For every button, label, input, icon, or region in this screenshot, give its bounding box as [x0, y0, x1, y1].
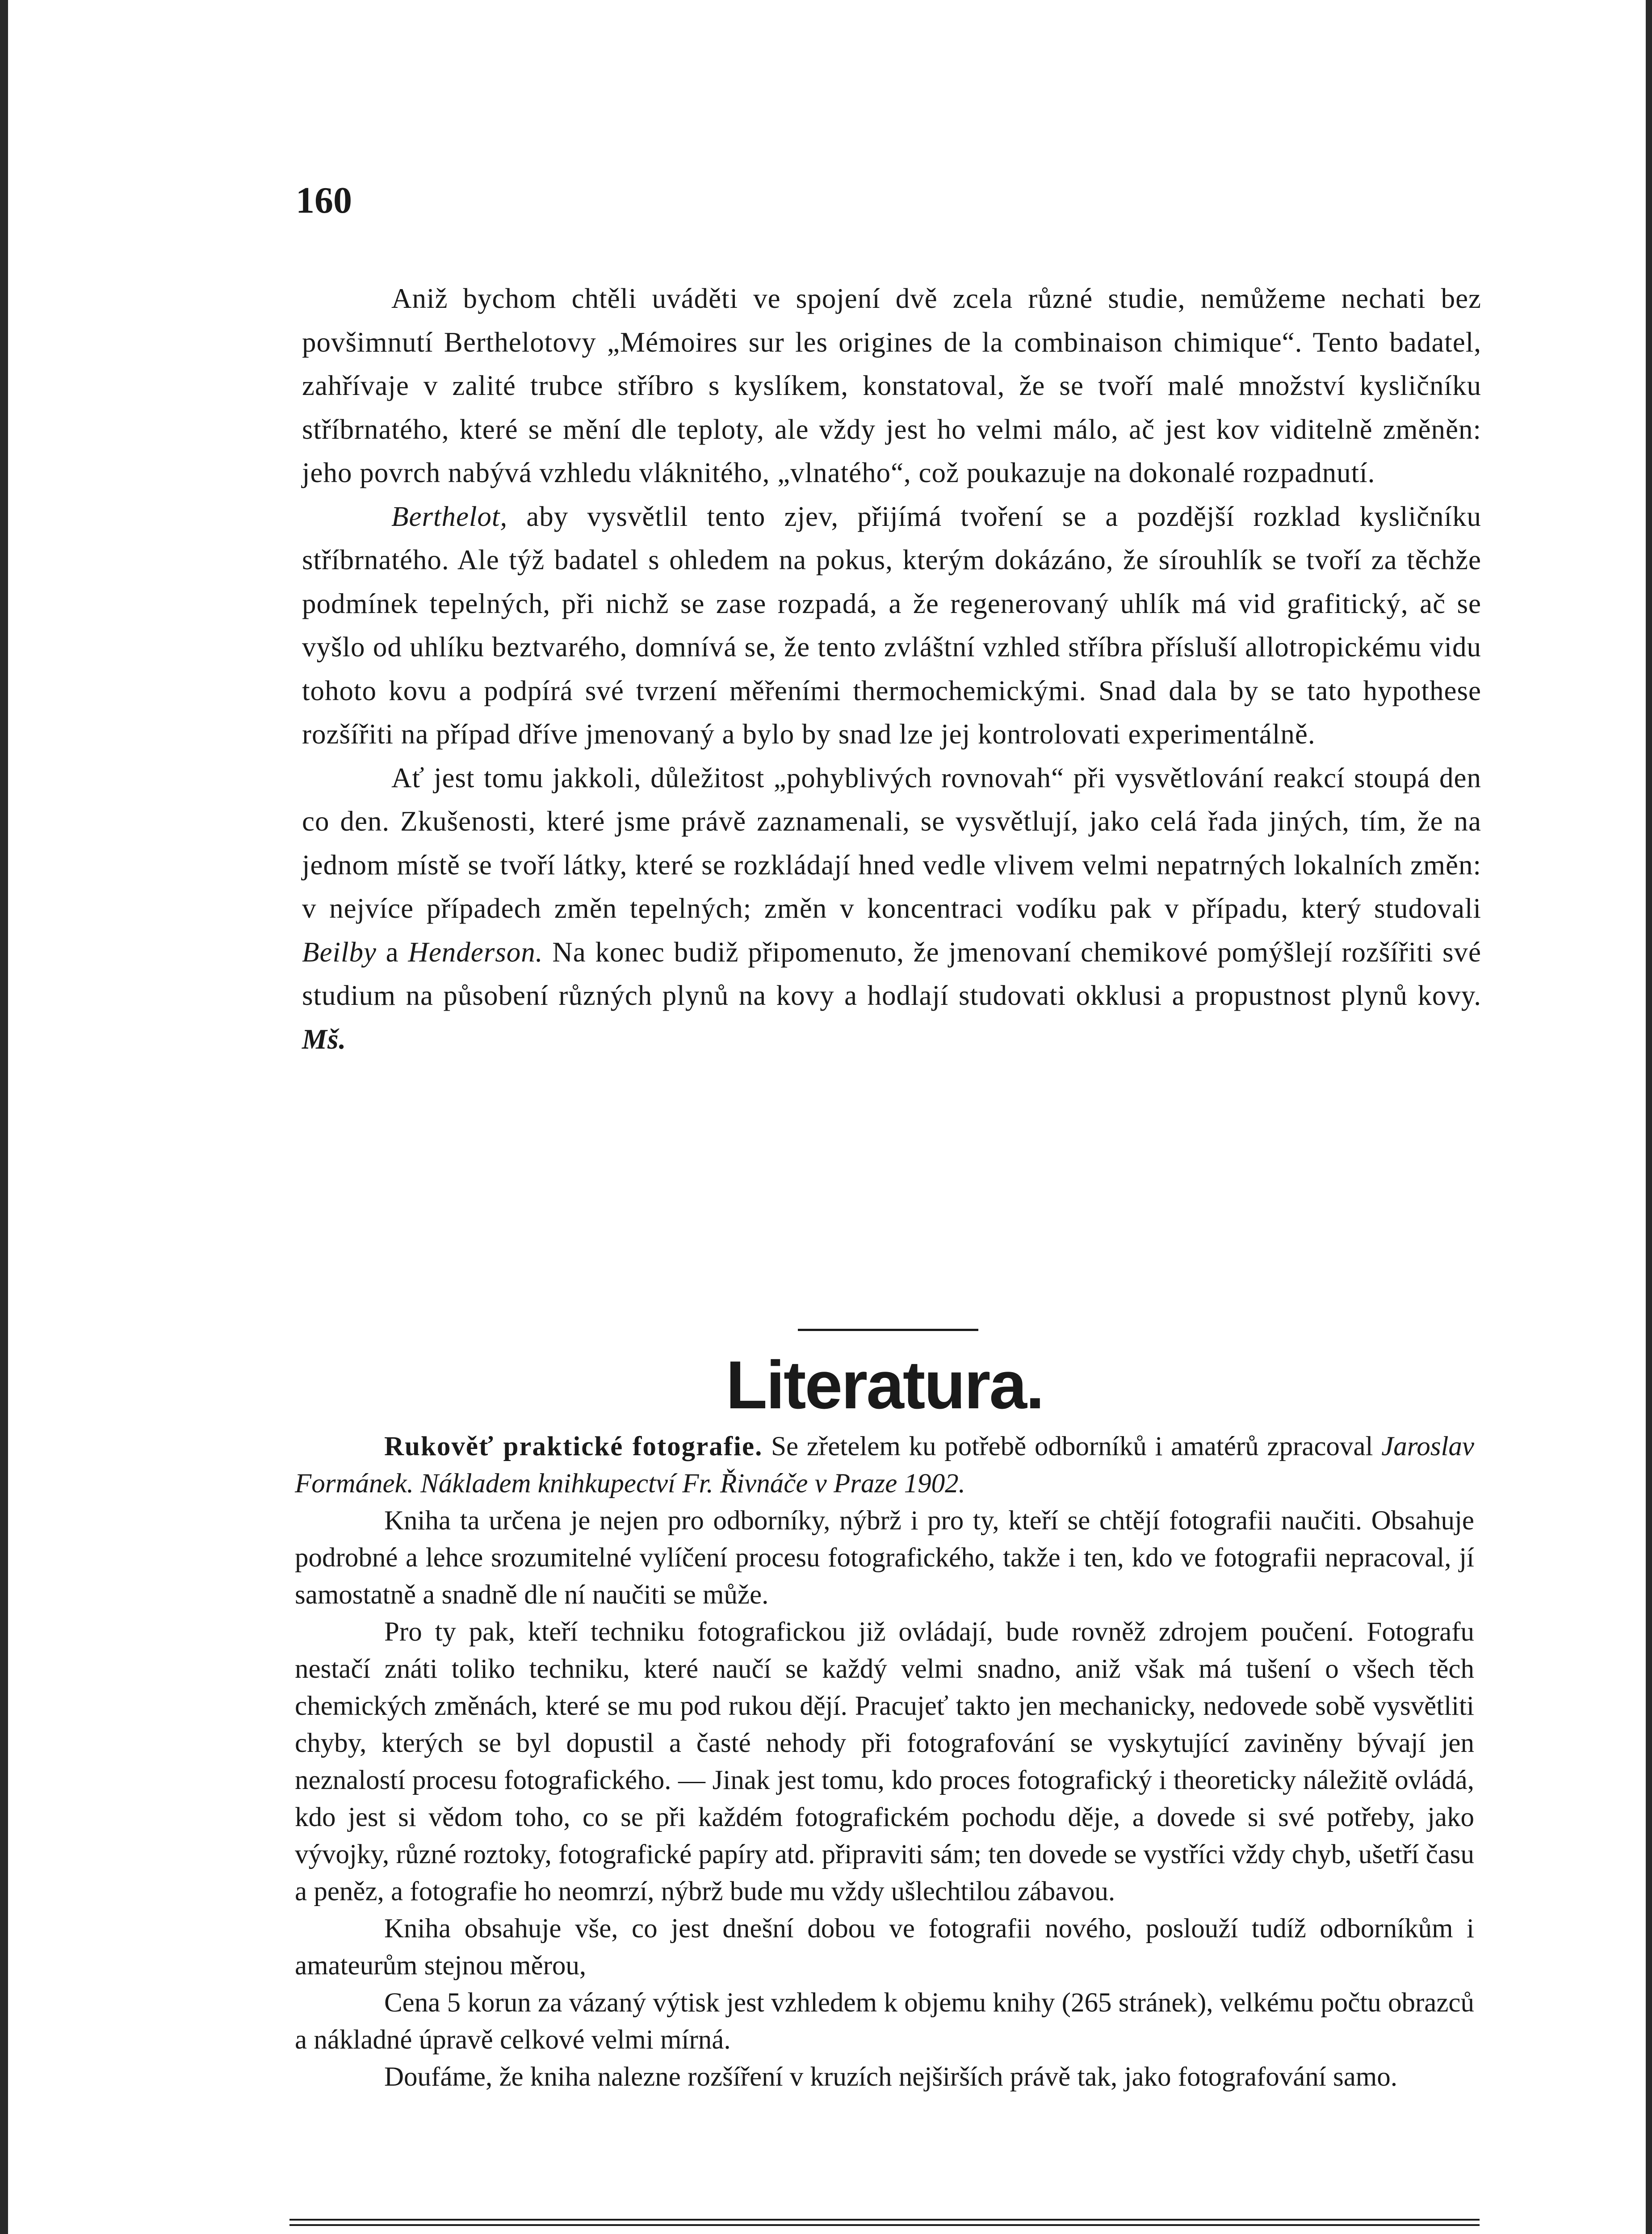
- page-number: 160: [296, 180, 352, 221]
- author-name: Berthelot,: [391, 500, 508, 532]
- article-paragraph: Aniž bychom chtěli uváděti ve spojení dvě zcela různé studie, nemůžeme nechati bez povšimnutí Berthelotovy „Mémoires sur les origines de la combinaison chimique“. Tento badatel, zahřívaje v zalité trubce stříbro s kyslíkem, konstatoval, že se tvoří malé množství kysličníku stříbrnatého, které se mění dle teploty, ale vždy jest ho velmi málo, ač jest kov viditelně změněn: jeho povrch nabývá vzhledu vláknitého, „vlnatého“, což poukazuje na dokonalé rozpadnutí.: [302, 283, 1481, 488]
- paragraph-text: Na konec budiž připomenuto, že jmenovaní chemikové pomýšlejí rozšířiti své studium na působení různých plynů na kovy a hodlají studovati okklusi a propustnost plynů kovy.: [302, 936, 1481, 1011]
- author-name: Beilby: [302, 936, 377, 968]
- imprint: [289, 2232, 1480, 2234]
- review-paragraph: Kniha ta určena je nejen pro odborníky, nýbrž i pro ty, kteří se chtějí fotografii naučiti. Obsahuje podrobné a lehce srozumitelné vylíčení procesu fotografického, takže i ten, kdo ve fotografii nepracoval, jí samostatně a snadně dle ní naučiti se může.: [295, 1506, 1474, 1610]
- author-name: Henderson.: [408, 936, 543, 968]
- imprint-rule: [289, 2224, 1480, 2226]
- review-intro-text: Se zřetelem ku potřebě odborníků i amatérů zpracoval: [763, 1432, 1382, 1461]
- imprint-rule: [289, 2219, 1480, 2221]
- book-title: Rukověť praktické fotografie.: [384, 1432, 763, 1461]
- book-review: [295, 1428, 1474, 2095]
- review-paragraph: Pro ty pak, kteří techniku fotografickou již ovládají, bude rovněž zdrojem poučení. Fotografu nestačí znáti toliko techniku, které naučí se každý velmi snadno, aniž však má tušení o všech těch chemických změnách, které se mu pod rukou dějí. Pracujeť takto jen mechanicky, nedovede sobě vysvětliti chyby, kterých se byl dopustil a časté nehody při fotografování se vyskytující zaviněny bývají jen neznalostí procesu fotografického. — Jinak jest tomu, kdo proces fotografický i theoreticky náležitě ovládá, kdo jest si vědom toho, co se při každém fotografickém pochodu děje, a dovede si své potřeby, jako vývojky, různé roztoky, fotografické papíry atd. připraviti sám; ten dovede se vystříci vždy chyb, ušetří času a peněz, a fotografie ho neomrzí, nýbrž bude mu vždy ušlechtilou zábavou.: [295, 1617, 1474, 1906]
- paragraph-text: aby vysvětlil tento zjev, přijímá tvoření se a pozdější rozklad kysličníku stříbrnatého. Ale týž badatel s ohledem na pokus, kterým dokázáno, že sírouhlík se tvoří za těchže podmínek tepelných, při nichž se zase rozpadá, a že regenerovaný uhlík má vid grafitický, ač se vyšlo od uhlíku beztvarého, domnívá se, že tento zvláštní vzhled stříbra přísluší allotropickému vidu tohoto kovu a podpírá své tvrzení měřeními thermochemickými. Snad dala by se tato hypothese rozšířiti na případ dříve jmenovaný a bylo by snad lze jej kontrolovati experimentálně.: [302, 500, 1481, 750]
- review-paragraph: Doufáme, že kniha nalezne rozšíření v kruzích nejširších právě tak, jako fotografování samo.: [384, 2062, 1397, 2092]
- review-intro: [295, 1428, 1474, 1502]
- book-publication-info: Jaroslav Formánek. Nákladem knihkupectví Fr. Řivnáče v Praze 1902.: [295, 1432, 1474, 1499]
- signature: Mš.: [302, 1023, 347, 1055]
- paragraph-text: Ať jest tomu jakkoli, důležitost „pohyblivých rovnovah“ při vysvětlování reakcí stoupá den co den. Zkušenosti, které jsme právě zaznamenali, se vysvětlují, jako celá řada jiných, tím, že na jednom místě se tvoří látky, které se rozkládají hned vedle vlivem velmi nepatrných lokalních změn: v nejvíce případech změn tepelných; změn v koncentraci vodíku pak v případu, který studovali: [302, 762, 1481, 924]
- article-paragraph: [302, 756, 1481, 1062]
- article-paragraph: [302, 495, 1481, 756]
- section-heading: Literatura.: [725, 1347, 1044, 1423]
- imprint-line: [289, 2232, 1480, 2234]
- section-divider: [798, 1329, 978, 1331]
- review-paragraph: Kniha obsahuje vše, co jest dnešní dobou ve fotografii nového, poslouží tudíž odborníkům i amateurům stejnou měrou,: [295, 1914, 1474, 1981]
- article-body: [302, 277, 1481, 1061]
- conjunction: a: [376, 936, 408, 968]
- review-paragraph: Cena 5 korun za vázaný výtisk jest vzhledem k objemu knihy (265 stránek), velkému počtu obrazců a nákladné úpravě celkové velmi mírná.: [295, 1988, 1474, 2055]
